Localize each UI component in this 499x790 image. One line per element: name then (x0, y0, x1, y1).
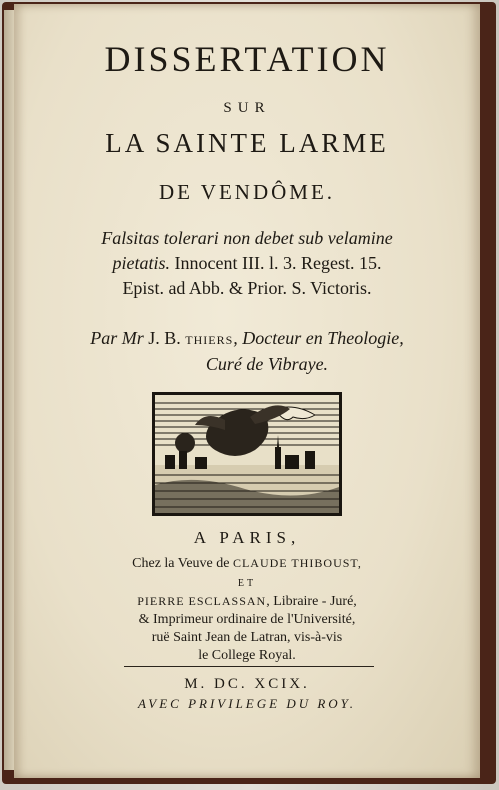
epigraph-pietatis: pietatis. (112, 253, 171, 273)
woodcut-illustration (152, 392, 342, 516)
author-prefix: Par Mr (90, 328, 144, 348)
royal-privilege: AVEC PRIVILEGE DU ROY. (138, 696, 356, 711)
imprint-line-3: & Imprimeur ordinaire de l'Université, (138, 612, 356, 627)
imprint-printer-2-title: , Libraire - Juré, (266, 594, 357, 609)
imprint-city: A PARIS, (193, 528, 301, 547)
imprint-printer-2: PIERRE ESCLASSAN (137, 594, 267, 608)
book-subtitle-place: DE VENDÔME. (158, 180, 336, 204)
epigraph-line-2 (14, 253, 480, 274)
book-title-sur: SUR (223, 100, 271, 116)
imprint-widow: Chez la Veuve de (132, 556, 233, 571)
imprint-line-2 (14, 594, 480, 610)
author-parish: Curé de Vibraye. (205, 354, 329, 374)
imprint-line-1 (14, 556, 480, 572)
imprint-line-4: ruë Saint Jean de Latran, vis-à-vis (151, 630, 343, 645)
imprint-printer-1: CLAUDE THIBOUST, (232, 556, 362, 570)
imprint-et: ET (237, 578, 257, 589)
imprint-line-5: le College Royal. (198, 648, 296, 663)
epigraph-reference: Innocent III. l. 3. Regest. 15. (170, 253, 382, 273)
publication-date: M. DC. XCIX. (184, 676, 310, 692)
epigraph-line-1: Falsitas tolerari non debet sub velamine (101, 228, 393, 248)
book-subtitle: LA SAINTE LARME (105, 128, 389, 158)
author-name: J. B. (148, 328, 186, 348)
author-line (14, 328, 480, 349)
title-page-content (14, 0, 480, 774)
woodcut-drawing (155, 395, 339, 513)
author-title: , Docteur en Theologie, (233, 328, 404, 348)
imprint-rule (124, 666, 374, 667)
book-title: DISSERTATION (104, 39, 390, 79)
epigraph-line-3: Epist. ad Abb. & Prior. S. Victoris. (122, 278, 372, 298)
author-surname: THIERS (185, 333, 234, 347)
